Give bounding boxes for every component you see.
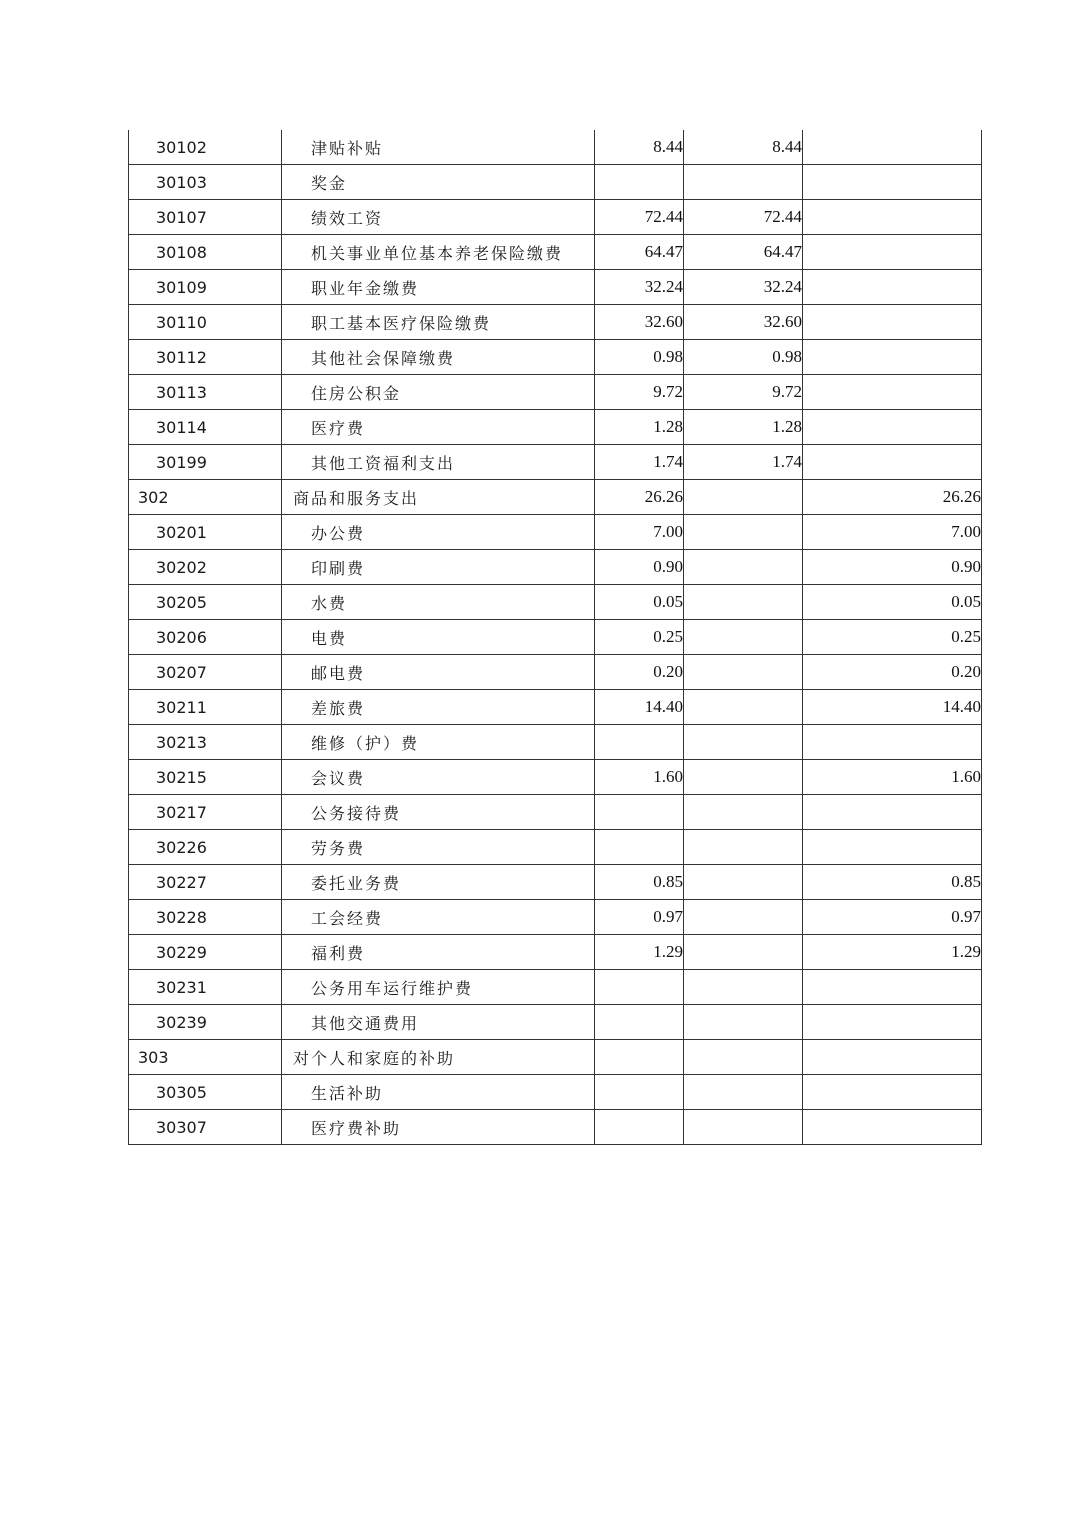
- account-name-cell: 福利费: [282, 935, 595, 970]
- expenditure-table: [128, 130, 982, 1145]
- account-name-cell: 职工基本医疗保险缴费: [282, 305, 595, 340]
- table-row: [129, 760, 982, 795]
- table-row: [129, 410, 982, 445]
- table-row: [129, 340, 982, 375]
- total-amount-cell: [595, 1075, 684, 1110]
- account-code-cell: 30217: [129, 795, 282, 830]
- total-amount-cell: [595, 970, 684, 1005]
- account-code-cell: 30231: [129, 970, 282, 1005]
- account-code-cell: 30107: [129, 200, 282, 235]
- total-amount-cell: 0.05: [595, 585, 684, 620]
- total-amount-cell: 0.20: [595, 655, 684, 690]
- category-row: [129, 480, 982, 515]
- total-amount-cell: 0.97: [595, 900, 684, 935]
- table-row: [129, 375, 982, 410]
- total-amount-cell: 1.60: [595, 760, 684, 795]
- account-code-cell: 30307: [129, 1110, 282, 1145]
- total-amount-cell: 14.40: [595, 690, 684, 725]
- expenditure-table-body: [129, 130, 982, 1145]
- project-expenditure-cell: 26.26: [803, 480, 982, 515]
- account-code-cell: 30229: [129, 935, 282, 970]
- project-expenditure-cell: 7.00: [803, 515, 982, 550]
- table-row: [129, 515, 982, 550]
- project-expenditure-cell: 0.90: [803, 550, 982, 585]
- account-code-cell: 30109: [129, 270, 282, 305]
- basic-expenditure-cell: 32.24: [684, 270, 803, 305]
- project-expenditure-cell: [803, 725, 982, 760]
- total-amount-cell: 32.60: [595, 305, 684, 340]
- total-amount-cell: [595, 1040, 684, 1075]
- account-code-cell: 30205: [129, 585, 282, 620]
- account-name-cell: 机关事业单位基本养老保险缴费: [282, 235, 595, 270]
- total-amount-cell: 0.25: [595, 620, 684, 655]
- table-row: [129, 270, 982, 305]
- basic-expenditure-cell: 32.60: [684, 305, 803, 340]
- total-amount-cell: [595, 1005, 684, 1040]
- account-code-cell: 30305: [129, 1075, 282, 1110]
- account-name-cell: 劳务费: [282, 830, 595, 865]
- project-expenditure-cell: 0.05: [803, 585, 982, 620]
- basic-expenditure-cell: 1.28: [684, 410, 803, 445]
- table-row: [129, 620, 982, 655]
- basic-expenditure-cell: [684, 865, 803, 900]
- total-amount-cell: [595, 725, 684, 760]
- table-row: [129, 235, 982, 270]
- project-expenditure-cell: [803, 1040, 982, 1075]
- basic-expenditure-cell: [684, 1075, 803, 1110]
- category-row: [129, 1040, 982, 1075]
- total-amount-cell: [595, 795, 684, 830]
- table-row: [129, 795, 982, 830]
- account-name-cell: 邮电费: [282, 655, 595, 690]
- total-amount-cell: 1.29: [595, 935, 684, 970]
- project-expenditure-cell: 0.97: [803, 900, 982, 935]
- table-row: [129, 1075, 982, 1110]
- table-row: [129, 445, 982, 480]
- account-code-cell: 30114: [129, 410, 282, 445]
- basic-expenditure-cell: [684, 620, 803, 655]
- table-row: [129, 900, 982, 935]
- project-expenditure-cell: [803, 1110, 982, 1145]
- project-expenditure-cell: 0.20: [803, 655, 982, 690]
- account-name-cell: 医疗费补助: [282, 1110, 595, 1145]
- project-expenditure-cell: 0.85: [803, 865, 982, 900]
- table-row: [129, 165, 982, 200]
- table-row: [129, 305, 982, 340]
- basic-expenditure-cell: [684, 1110, 803, 1145]
- total-amount-cell: 7.00: [595, 515, 684, 550]
- basic-expenditure-cell: [684, 935, 803, 970]
- total-amount-cell: [595, 830, 684, 865]
- table-row: [129, 1110, 982, 1145]
- account-name-cell: 印刷费: [282, 550, 595, 585]
- total-amount-cell: 26.26: [595, 480, 684, 515]
- total-amount-cell: 72.44: [595, 200, 684, 235]
- table-row: [129, 725, 982, 760]
- table-row: [129, 970, 982, 1005]
- account-code-cell: 30206: [129, 620, 282, 655]
- account-name-cell: 公务接待费: [282, 795, 595, 830]
- basic-expenditure-cell: [684, 830, 803, 865]
- account-name-cell: 办公费: [282, 515, 595, 550]
- account-code-cell: 30113: [129, 375, 282, 410]
- account-name-cell: 生活补助: [282, 1075, 595, 1110]
- table-row: [129, 550, 982, 585]
- basic-expenditure-cell: 9.72: [684, 375, 803, 410]
- basic-expenditure-cell: 1.74: [684, 445, 803, 480]
- basic-expenditure-cell: 0.98: [684, 340, 803, 375]
- basic-expenditure-cell: [684, 1005, 803, 1040]
- account-code-cell: 30226: [129, 830, 282, 865]
- account-code-cell: 30211: [129, 690, 282, 725]
- account-code-cell: 30103: [129, 165, 282, 200]
- total-amount-cell: 32.24: [595, 270, 684, 305]
- account-code-cell: 30239: [129, 1005, 282, 1040]
- account-name-cell: 其他交通费用: [282, 1005, 595, 1040]
- account-name-cell: 其他工资福利支出: [282, 445, 595, 480]
- account-name-cell: 奖金: [282, 165, 595, 200]
- account-name-cell: 差旅费: [282, 690, 595, 725]
- total-amount-cell: 0.98: [595, 340, 684, 375]
- account-code-cell: 30227: [129, 865, 282, 900]
- project-expenditure-cell: [803, 165, 982, 200]
- account-name-cell: 电费: [282, 620, 595, 655]
- table-row: [129, 585, 982, 620]
- account-name-cell: 委托业务费: [282, 865, 595, 900]
- project-expenditure-cell: [803, 200, 982, 235]
- basic-expenditure-cell: 72.44: [684, 200, 803, 235]
- account-name-cell: 医疗费: [282, 410, 595, 445]
- account-code-cell: 303: [129, 1040, 282, 1075]
- basic-expenditure-cell: [684, 165, 803, 200]
- account-code-cell: 30108: [129, 235, 282, 270]
- project-expenditure-cell: 0.25: [803, 620, 982, 655]
- account-name-cell: 商品和服务支出: [282, 480, 595, 515]
- account-name-cell: 公务用车运行维护费: [282, 970, 595, 1005]
- total-amount-cell: [595, 165, 684, 200]
- project-expenditure-cell: 1.60: [803, 760, 982, 795]
- project-expenditure-cell: 14.40: [803, 690, 982, 725]
- total-amount-cell: [595, 1110, 684, 1145]
- basic-expenditure-cell: 8.44: [684, 130, 803, 165]
- table-row: [129, 690, 982, 725]
- basic-expenditure-cell: [684, 550, 803, 585]
- account-name-cell: 水费: [282, 585, 595, 620]
- table-row: [129, 830, 982, 865]
- account-name-cell: 职业年金缴费: [282, 270, 595, 305]
- project-expenditure-cell: [803, 795, 982, 830]
- basic-expenditure-cell: [684, 970, 803, 1005]
- account-code-cell: 30228: [129, 900, 282, 935]
- account-code-cell: 30201: [129, 515, 282, 550]
- project-expenditure-cell: [803, 130, 982, 165]
- account-code-cell: 302: [129, 480, 282, 515]
- project-expenditure-cell: [803, 445, 982, 480]
- total-amount-cell: 9.72: [595, 375, 684, 410]
- account-name-cell: 住房公积金: [282, 375, 595, 410]
- project-expenditure-cell: [803, 305, 982, 340]
- basic-expenditure-cell: [684, 900, 803, 935]
- basic-expenditure-cell: [684, 760, 803, 795]
- account-code-cell: 30207: [129, 655, 282, 690]
- account-name-cell: 维修（护）费: [282, 725, 595, 760]
- basic-expenditure-cell: 64.47: [684, 235, 803, 270]
- basic-expenditure-cell: [684, 725, 803, 760]
- account-code-cell: 30199: [129, 445, 282, 480]
- table-row: [129, 1005, 982, 1040]
- basic-expenditure-cell: [684, 1040, 803, 1075]
- table-row: [129, 130, 982, 165]
- total-amount-cell: 1.28: [595, 410, 684, 445]
- basic-expenditure-cell: [684, 585, 803, 620]
- total-amount-cell: 1.74: [595, 445, 684, 480]
- account-name-cell: 会议费: [282, 760, 595, 795]
- table-row: [129, 935, 982, 970]
- table-row: [129, 200, 982, 235]
- account-code-cell: 30213: [129, 725, 282, 760]
- account-code-cell: 30110: [129, 305, 282, 340]
- basic-expenditure-cell: [684, 515, 803, 550]
- project-expenditure-cell: [803, 970, 982, 1005]
- basic-expenditure-cell: [684, 480, 803, 515]
- total-amount-cell: 64.47: [595, 235, 684, 270]
- project-expenditure-cell: [803, 340, 982, 375]
- project-expenditure-cell: 1.29: [803, 935, 982, 970]
- total-amount-cell: 0.90: [595, 550, 684, 585]
- project-expenditure-cell: [803, 1075, 982, 1110]
- table-row: [129, 655, 982, 690]
- account-name-cell: 其他社会保障缴费: [282, 340, 595, 375]
- basic-expenditure-cell: [684, 655, 803, 690]
- basic-expenditure-cell: [684, 690, 803, 725]
- account-code-cell: 30202: [129, 550, 282, 585]
- account-code-cell: 30102: [129, 130, 282, 165]
- account-name-cell: 绩效工资: [282, 200, 595, 235]
- account-name-cell: 对个人和家庭的补助: [282, 1040, 595, 1075]
- total-amount-cell: 0.85: [595, 865, 684, 900]
- project-expenditure-cell: [803, 375, 982, 410]
- project-expenditure-cell: [803, 410, 982, 445]
- project-expenditure-cell: [803, 270, 982, 305]
- account-code-cell: 30215: [129, 760, 282, 795]
- account-name-cell: 津贴补贴: [282, 130, 595, 165]
- project-expenditure-cell: [803, 235, 982, 270]
- project-expenditure-cell: [803, 1005, 982, 1040]
- account-name-cell: 工会经费: [282, 900, 595, 935]
- basic-expenditure-cell: [684, 795, 803, 830]
- table-row: [129, 865, 982, 900]
- total-amount-cell: 8.44: [595, 130, 684, 165]
- project-expenditure-cell: [803, 830, 982, 865]
- account-code-cell: 30112: [129, 340, 282, 375]
